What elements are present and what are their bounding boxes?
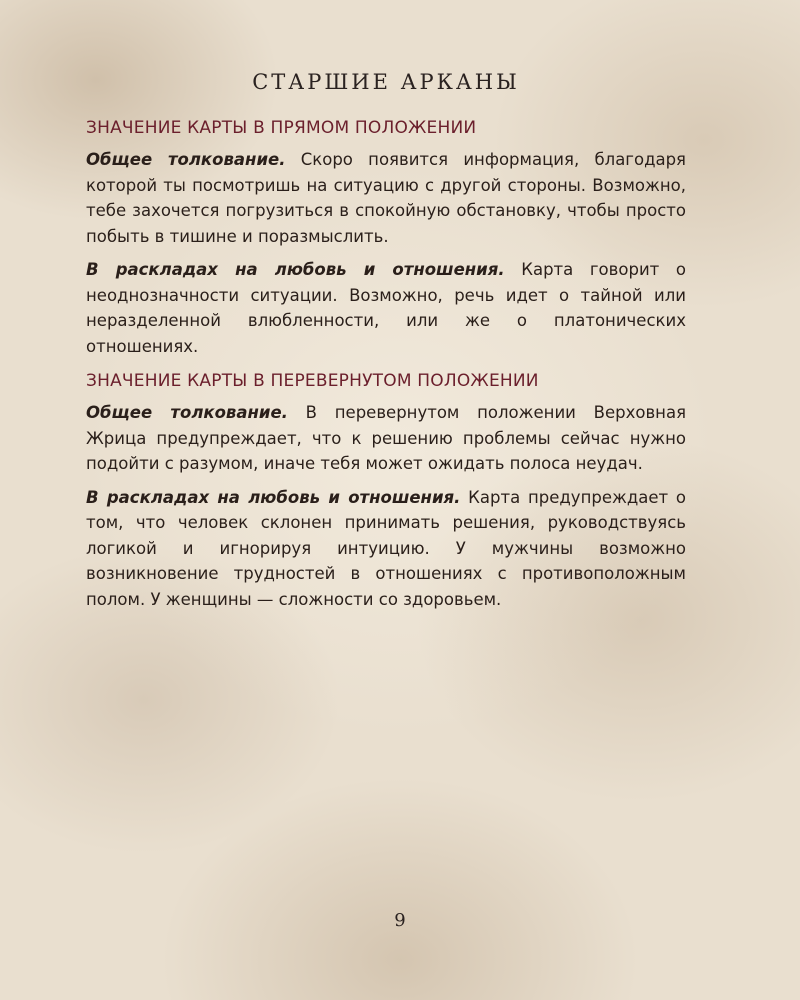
paragraph-lead: Общее толкование. <box>86 403 288 422</box>
section-heading-upright: ЗНАЧЕНИЕ КАРТЫ В ПРЯМОМ ПОЛОЖЕНИИ <box>86 118 477 138</box>
paragraph-text: Карта предупреждает о том, что человек склонен принимать решения, руководствуясь логикой и игнорируя интуицию. У мужчины возможно возникновение трудностей в отношениях с противоположным полом. У женщины — сложности со здоровьем. <box>86 487 687 609</box>
paragraph-reversed-general <box>86 400 686 477</box>
section-heading-reversed: ЗНАЧЕНИЕ КАРТЫ В ПЕРЕВЕРНУТОМ ПОЛОЖЕНИИ <box>86 371 539 391</box>
paragraph-reversed-love <box>86 485 686 613</box>
paragraph-upright-love <box>86 257 686 359</box>
paragraph-text: В перевернутом положении Верховная Жрица предупреждает, что к решению проблемы сейчас нужно подойти с разумом, иначе тебя может ожидать полоса неудач. <box>86 403 686 473</box>
paragraph-upright-general <box>86 147 686 249</box>
running-head: СТАРШИЕ АРКАНЫ <box>252 70 520 94</box>
page-content <box>86 62 686 620</box>
paragraph-lead: В раскладах на любовь и отношения. <box>86 260 505 279</box>
paragraph-text: Карта говорит о неоднозначности ситуации. Возможно, речь идет о тайной или неразделенной влюбленности, или же о платонических отношениях. <box>86 260 687 356</box>
paragraph-lead: Общее толкование. <box>86 150 286 169</box>
paragraph-lead: В раскладах на любовь и отношения. <box>86 487 461 507</box>
paragraph-text: Скоро появится информация, благодаря которой ты посмотришь на ситуацию с другой стороны. Возможно, тебе захочется погрузиться в спокойную обстановку, чтобы просто побыть в тишине и поразмыслить. <box>86 150 686 246</box>
page-number: 9 <box>394 910 406 931</box>
